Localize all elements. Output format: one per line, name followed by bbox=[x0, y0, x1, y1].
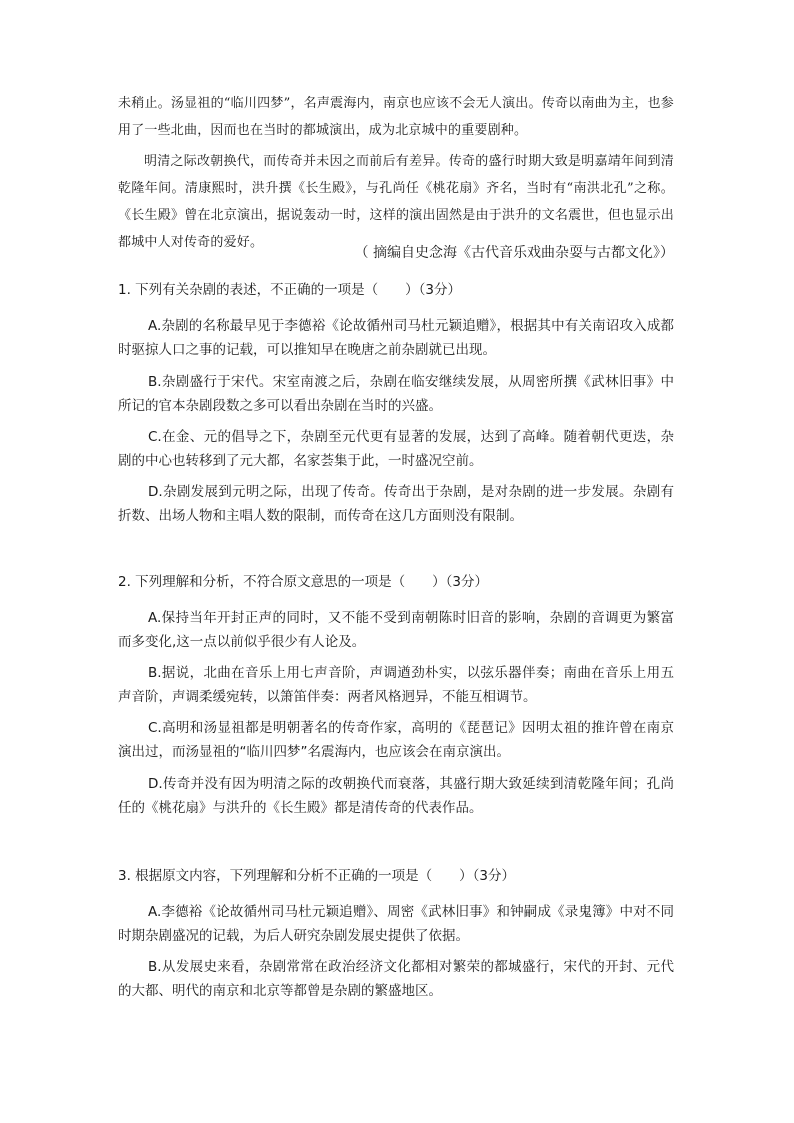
question-stem: 2. 下列理解和分析，不符合原文意思的一项是（ ）（3分） bbox=[118, 574, 489, 590]
question-1-option-d bbox=[118, 480, 674, 528]
option-text: B.据说，北曲在音乐上用七声音阶，声调遒劲朴实，以弦乐器伴奏；南曲在音乐上用五声音阶，声调柔缓宛转，以箫笛伴奏：两者风格迥异，不能互相调节。 bbox=[118, 665, 674, 705]
option-text: B.杂剧盛行于宋代。宋室南渡之后，杂剧在临安继续发展，从周密所撰《武林旧事》中所记的官本杂剧段数之多可以看出杂剧在当时的兴盛。 bbox=[118, 374, 674, 414]
question-3-option-a bbox=[118, 900, 674, 948]
option-text: D.杂剧发展到元明之际，出现了传奇。传奇出于杂剧，是对杂剧的进一步发展。杂剧有折数、出场人物和主唱人数的限制，而传奇在这几方面则没有限制。 bbox=[118, 484, 674, 524]
question-1-option-a bbox=[118, 314, 674, 362]
question-1-option-b bbox=[118, 370, 674, 418]
source-citation: （ 摘编自史念海《古代音乐戏曲杂耍与古都文化》） bbox=[354, 245, 674, 261]
question-3-option-b bbox=[118, 955, 674, 1003]
passage-paragraph-1 bbox=[118, 90, 674, 144]
option-text: A.保持当年开封正声的同时，又不能不受到南朝陈时旧音的影响，杂剧的音调更为繁富而多变化,这一点以前似乎很少有人论及。 bbox=[118, 610, 674, 650]
option-text: D.传奇并没有因为明清之际的改朝换代而衰落，其盛行期大致延续到清乾隆年间；孔尚任的《桃花扇》与洪升的《长生殿》都是清传奇的代表作品。 bbox=[118, 776, 674, 816]
question-3 bbox=[118, 866, 674, 886]
passage-text: 未稍止。汤显祖的“临川四梦”，名声震海内，南京也应该不会无人演出。传奇以南曲为主，也参用了一些北曲，因而也在当时的都城演出，成为北京城中的重要剧种。 bbox=[118, 96, 674, 138]
question-1 bbox=[118, 280, 674, 300]
option-text: A.杂剧的名称最早见于李德裕《论故循州司马杜元颖追赠》，根据其中有关南诏攻入成都时驱掠人口之事的记载，可以推知早在晚唐之前杂剧就已出现。 bbox=[118, 318, 674, 358]
question-1-option-c bbox=[118, 425, 674, 473]
question-stem: 1. 下列有关杂剧的表述，不正确的一项是（ ）（3分） bbox=[118, 282, 462, 298]
passage-paragraph-2 bbox=[118, 148, 674, 256]
question-2-option-a bbox=[118, 606, 674, 654]
question-2-option-c bbox=[118, 716, 674, 764]
question-stem: 3. 根据原文内容，下列理解和分析不正确的一项是（ ）（3分） bbox=[118, 868, 516, 884]
question-2-option-d bbox=[118, 772, 674, 820]
option-text: B.从发展史来看，杂剧常常在政治经济文化都相对繁荣的都城盛行，宋代的开封、元代的大都、明代的南京和北京等都曾是杂剧的繁盛地区。 bbox=[118, 959, 674, 999]
option-text: C.高明和汤显祖都是明朝著名的传奇作家，高明的《琵琶记》因明太祖的推许曾在南京演出过，而汤显祖的“临川四梦”名震海内，也应该会在南京演出。 bbox=[118, 720, 674, 760]
option-text: C.在金、元的倡导之下，杂剧至元代更有显著的发展，达到了高峰。随着朝代更迭，杂剧的中心也转移到了元大都，名家荟集于此，一时盛况空前。 bbox=[118, 429, 674, 469]
question-2-option-b bbox=[118, 661, 674, 709]
option-text: A.李德裕《论故循州司马杜元颖追赠》、周密《武林旧事》和钟嗣成《录鬼簿》中对不同时期杂剧盛况的记载，为后人研究杂剧发展史提供了依据。 bbox=[118, 904, 674, 944]
passage-text: 明清之际改朝换代，而传奇并未因之而前后有差异。传奇的盛行时期大致是明嘉靖年间到清乾隆年间。清康熙时，洪升撰《长生殿》，与孔尚任《桃花扇》齐名，当时有“南洪北孔”之称。《长生殿》曾在北京演出，据说轰动一时，这样的演出固然是由于洪升的文名震世，但也显示出都城中人对传奇的爱好。 bbox=[118, 154, 674, 250]
question-2 bbox=[118, 572, 674, 592]
